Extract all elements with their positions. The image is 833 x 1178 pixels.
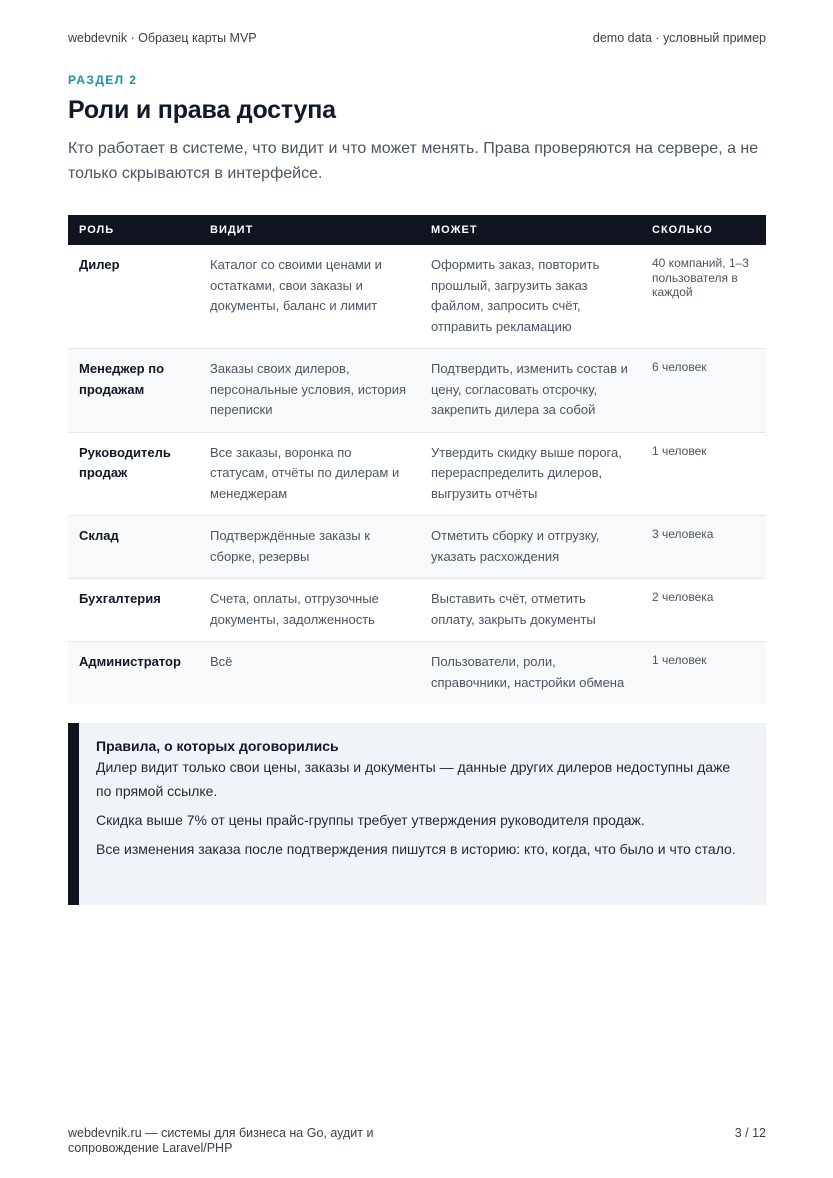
role-cell: Дилер: [68, 245, 199, 349]
table-row: [68, 349, 766, 433]
rule-item: Дилер видит только свои цены, заказы и документы — данные других дилеров недоступны даже по прямой ссылке.: [96, 759, 731, 799]
sees-cell: Счета, оплаты, отгрузочные документы, задолженность: [199, 579, 420, 642]
table-row: [68, 579, 766, 642]
count-cell: 2 человека: [641, 579, 766, 642]
role-cell: Склад: [68, 516, 199, 579]
role-cell: Бухгалтерия: [68, 579, 199, 642]
rules-title: Правила, о которых договорились: [96, 738, 339, 754]
table-row: [68, 432, 766, 516]
header-right-text: demo data · условный пример: [592, 31, 766, 45]
rules-callout: [68, 723, 766, 905]
count-cell: 6 человек: [641, 349, 766, 433]
can-cell: Выставить счёт, отметить оплату, закрыть документы: [420, 579, 641, 642]
can-cell: Оформить заказ, повторить прошлый, загрузить заказ файлом, запросить счёт, отправить рекламацию: [420, 245, 641, 349]
page-header: [68, 31, 766, 45]
page-number: 3 / 12: [734, 1126, 766, 1140]
count-cell: 40 компаний, 1–3 пользователя в каждой: [641, 245, 766, 349]
section-label: РАЗДЕЛ 2: [68, 73, 138, 87]
can-cell: Подтвердить, изменить состав и цену, согласовать отсрочку, закрепить дилера за собой: [420, 349, 641, 433]
sees-cell: Подтверждённые заказы к сборке, резервы: [199, 516, 420, 579]
footer-text: webdevnik.ru — системы для бизнеса на Go, аудит и сопровождение Laravel/PHP: [68, 1126, 374, 1155]
column-header-sees: ВИДИТ: [199, 215, 420, 245]
can-cell: Отметить сборку и отгрузку, указать расхождения: [420, 516, 641, 579]
rule-item: Скидка выше 7% от цены прайс-группы требует утверждения руководителя продаж.: [96, 812, 645, 828]
table-header: [68, 215, 766, 245]
table-row: [68, 245, 766, 349]
header-left-text: webdevnik · Образец карты MVP: [68, 31, 257, 45]
column-header-count: СКОЛЬКО: [641, 215, 766, 245]
count-cell: 3 человека: [641, 516, 766, 579]
column-header-can: МОЖЕТ: [420, 215, 641, 245]
page-footer: [68, 1126, 766, 1156]
role-cell: Менеджер по продажам: [68, 349, 199, 433]
count-cell: 1 человек: [641, 642, 766, 705]
can-cell: Утвердить скидку выше порога, перераспределить дилеров, выгрузить отчёты: [420, 432, 641, 516]
sees-cell: Заказы своих дилеров, персональные условия, история переписки: [199, 349, 420, 433]
table-row: [68, 642, 766, 705]
roles-table: [68, 215, 766, 704]
can-cell: Пользователи, роли, справочники, настройки обмена: [420, 642, 641, 705]
lead-paragraph: Кто работает в системе, что видит и что может менять. Права проверяются на сервере, а не только скрываются в интерфейсе.: [68, 140, 759, 182]
role-cell: Руководитель продаж: [68, 432, 199, 516]
role-cell: Администратор: [68, 642, 199, 705]
column-header-role: РОЛЬ: [68, 215, 199, 245]
rule-item: Все изменения заказа после подтверждения пишутся в историю: кто, когда, что было и что стало.: [96, 841, 736, 857]
sees-cell: Каталог со своими ценами и остатками, свои заказы и документы, баланс и лимит: [199, 245, 420, 349]
page-title: Роли и права доступа: [68, 96, 336, 124]
sees-cell: Все заказы, воронка по статусам, отчёты по дилерам и менеджерам: [199, 432, 420, 516]
count-cell: 1 человек: [641, 432, 766, 516]
table-row: [68, 516, 766, 579]
sees-cell: Всё: [199, 642, 420, 705]
